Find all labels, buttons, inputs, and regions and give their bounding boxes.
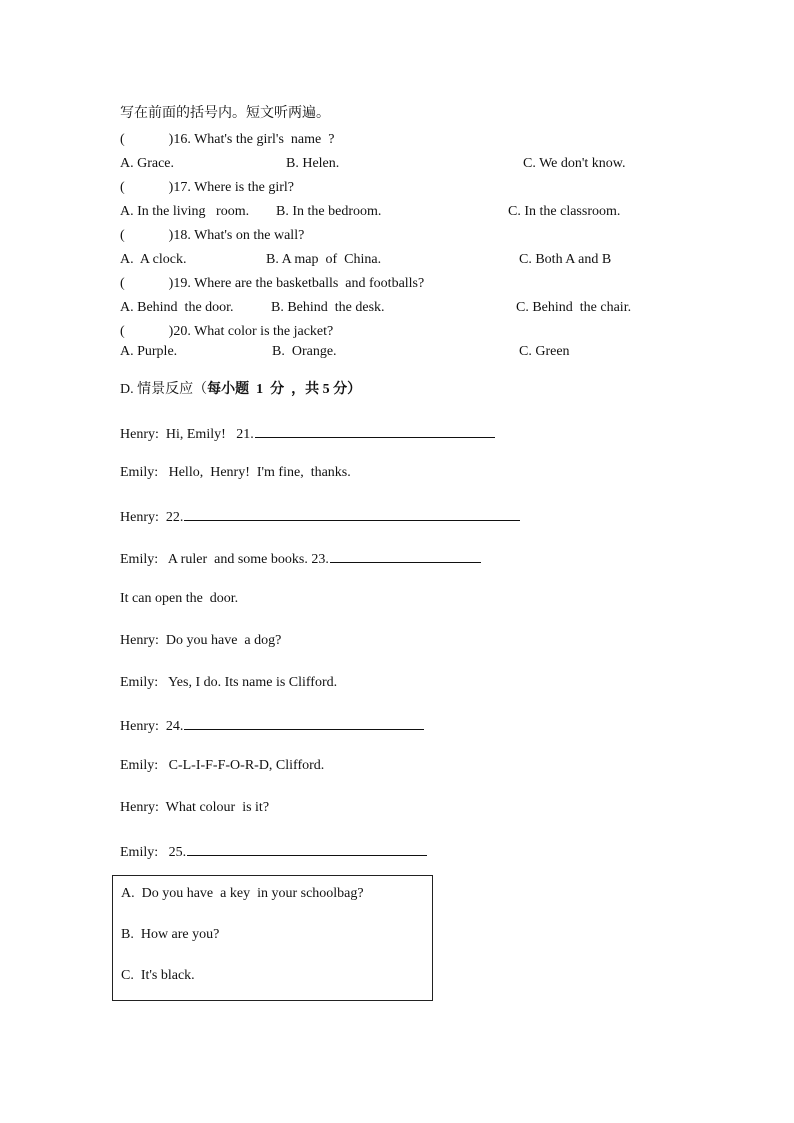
question-number: 18. — [173, 228, 191, 243]
option-a: A. In the living room. — [120, 204, 250, 219]
dialogue-line: Emily: Hello, Henry! I'm fine, thanks. — [120, 465, 351, 480]
instruction-text: 写在前面的括号内。短文听两遍。 — [120, 106, 330, 121]
blank-23[interactable] — [330, 548, 481, 563]
question-number: 19. — [173, 276, 191, 291]
section-d-score: 每小题 1 分 ，共 5 分） — [207, 382, 362, 397]
option-b: B. In the bedroom. — [276, 204, 382, 219]
answer-option-c: C. It's black. — [121, 968, 195, 983]
dialogue-line-22: Henry: 22. — [120, 506, 520, 527]
question-19 — [120, 275, 424, 293]
question-16 — [120, 131, 334, 149]
question-number: 16. — [173, 132, 191, 147]
option-b: B. Orange. — [272, 344, 337, 359]
option-a: A. Purple. — [120, 344, 178, 359]
question-17 — [120, 179, 294, 197]
question-text: What color is the jacket? — [194, 324, 334, 339]
answer-paren[interactable]: ( ) — [120, 180, 174, 195]
question-text: What's on the wall? — [194, 228, 305, 243]
question-text: Where are the basketballs and footballs? — [194, 276, 425, 291]
question-number: 20. — [173, 324, 191, 339]
answer-option-a: A. Do you have a key in your schoolbag? — [121, 886, 364, 901]
blank-25[interactable] — [187, 841, 427, 856]
section-d-title: D. 情景反应（ — [120, 382, 208, 397]
dialogue-line-24: Henry: 24. — [120, 715, 424, 736]
dialogue-line: It can open the door. — [120, 591, 239, 606]
dialogue-line-23: Emily: A ruler and some books. 23. — [120, 548, 481, 569]
answer-paren[interactable]: ( ) — [120, 228, 174, 243]
section-d-heading — [120, 381, 361, 399]
dialogue-line: Emily: C-L-I-F-F-O-R-D, Clifford. — [120, 758, 325, 773]
blank-22[interactable] — [184, 506, 520, 521]
question-18 — [120, 227, 304, 245]
option-b: B. Helen. — [286, 156, 340, 171]
option-c: C. Behind the chair. — [516, 300, 632, 315]
option-b: B. Behind the desk. — [271, 300, 385, 315]
dialogue-line: Emily: Yes, I do. Its name is Clifford. — [120, 675, 338, 690]
dialogue-line-21: Henry: Hi, Emily! 21. — [120, 423, 495, 444]
option-c: C. In the classroom. — [508, 204, 621, 219]
option-a: A. Grace. — [120, 156, 175, 171]
option-c: C. We don't know. — [523, 156, 626, 171]
blank-24[interactable] — [184, 715, 424, 730]
question-20 — [120, 323, 333, 341]
question-text: Where is the girl? — [194, 180, 294, 195]
dialogue-line: Henry: What colour is it? — [120, 800, 270, 815]
question-text: What's the girl's name ? — [194, 132, 335, 147]
option-b: B. A map of China. — [266, 252, 382, 267]
answer-option-b: B. How are you? — [121, 927, 220, 942]
blank-21[interactable] — [255, 423, 495, 438]
answer-options-box — [112, 875, 433, 1001]
dialogue-line-25: Emily: 25. — [120, 841, 427, 862]
option-a: A. Behind the door. — [120, 300, 234, 315]
dialogue-line: Henry: Do you have a dog? — [120, 633, 282, 648]
answer-paren[interactable]: ( ) — [120, 324, 174, 339]
option-c: C. Green — [519, 344, 570, 359]
answer-paren[interactable]: ( ) — [120, 132, 174, 147]
option-c: C. Both A and B — [519, 252, 612, 267]
question-number: 17. — [173, 180, 191, 195]
option-a: A. A clock. — [120, 252, 187, 267]
answer-paren[interactable]: ( ) — [120, 276, 174, 291]
